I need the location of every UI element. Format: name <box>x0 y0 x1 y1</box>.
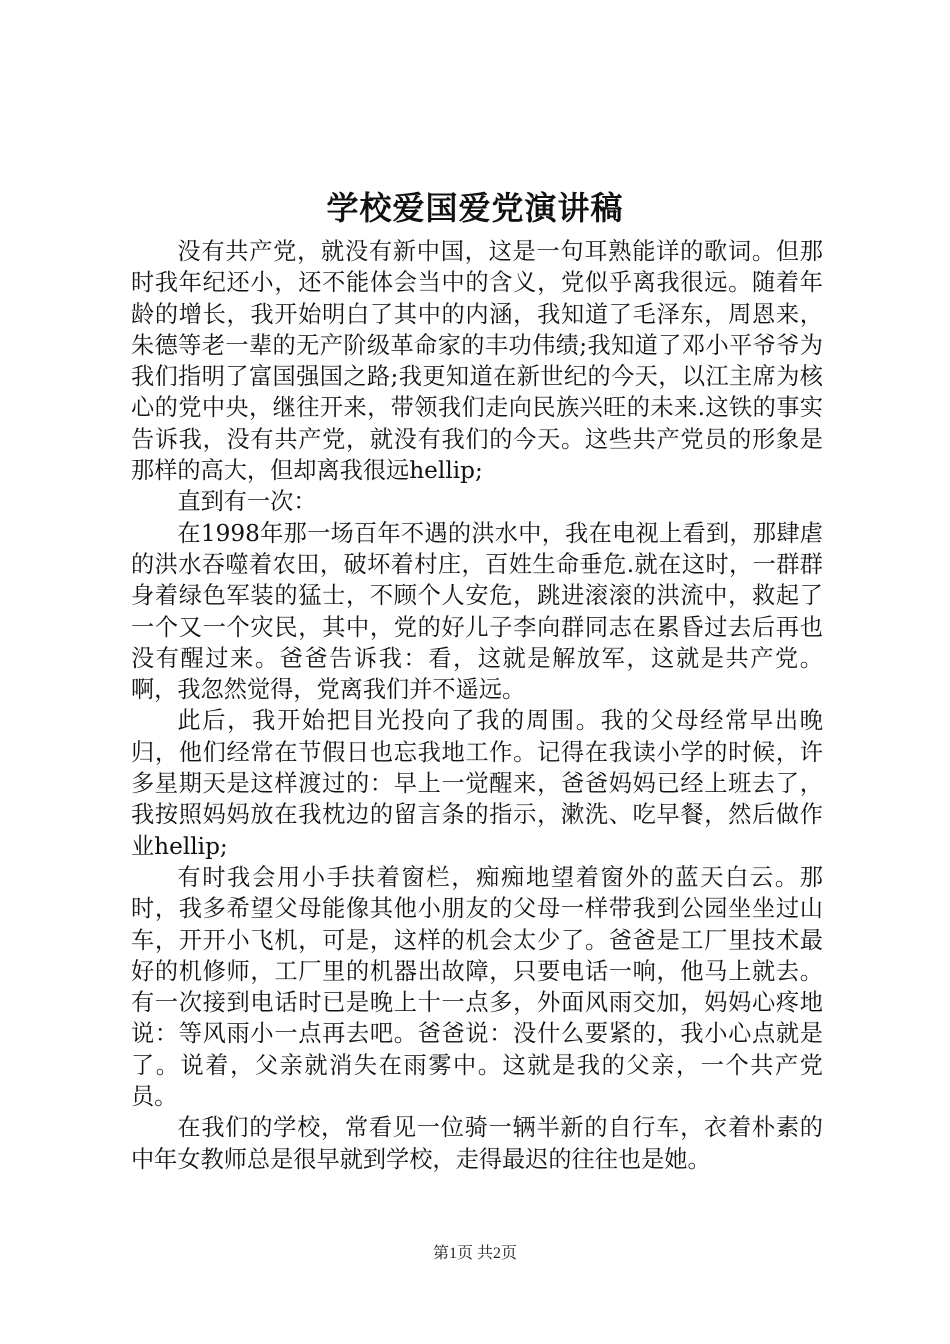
paragraph: 没有共产党，就没有新中国，这是一句耳熟能详的歌词。但那时我年纪还小，还不能体会当中的含义，党似乎离我很远。随着年龄的增长，我开始明白了其中的内涵，我知道了毛泽东，周恩来，朱德等老一辈的无产阶级革命家的丰功伟绩;我知道了邓小平爷爷为我们指明了富国强国之路;我更知道在新世纪的今天，以江主席为核心的党中央，继往开来，带领我们走向民族兴旺的未来.这铁的事实告诉我，没有共产党，就没有我们的今天。这些共产党员的形象是那样的高大，但却离我很远hellip; <box>131 238 823 485</box>
document-title: 学校爱国爱党演讲稿 <box>326 189 624 227</box>
paragraph: 在我们的学校，常看见一位骑一辆半新的自行车，衣着朴素的中年女教师总是很早就到学校，走得最迟的往往也是她。 <box>131 1114 823 1173</box>
paragraph: 直到有一次： <box>177 488 317 516</box>
page-number-footer: 第1页 共2页 <box>432 1245 517 1262</box>
paragraph: 有时我会用小手扶着窗栏，痴痴地望着窗外的蓝天白云。那时，我多希望父母能像其他小朋友的父母一样带我到公园坐坐过山车，开开小飞机，可是，这样的机会太少了。爸爸是工厂里技术最好的机修师，工厂里的机器出故障，只要电话一响，他马上就去。有一次接到电话时已是晚上十一点多，外面风雨交加，妈妈心疼地说：等风雨小一点再去吧。爸爸说：没什么要紧的，我小心点就是了。说着，父亲就消失在雨雾中。这就是我的父亲，一个共产党员。 <box>131 863 823 1111</box>
paragraph: 在1998年那一场百年不遇的洪水中，我在电视上看到，那肆虐的洪水吞噬着农田，破坏着村庄，百姓生命垂危.就在这时，一群群身着绿色军装的猛士，不顾个人安危，跳进滚滚的洪流中，救起了一个又一个灾民，其中，党的好儿子李向群同志在累昏过去后再也没有醒过来。爸爸告诉我：看，这就是解放军，这就是共产党。啊，我忽然觉得，党离我们并不遥远。 <box>131 519 823 704</box>
paragraph: 此后，我开始把目光投向了我的周围。我的父母经常早出晚归，他们经常在节假日也忘我地工作。记得在我读小学的时候，许多星期天是这样渡过的：早上一觉醒来，爸爸妈妈已经上班去了，我按照妈妈放在我枕边的留言条的指示，漱洗、吃早餐，然后做作业hellip; <box>131 707 823 860</box>
document-body <box>131 236 823 1175</box>
